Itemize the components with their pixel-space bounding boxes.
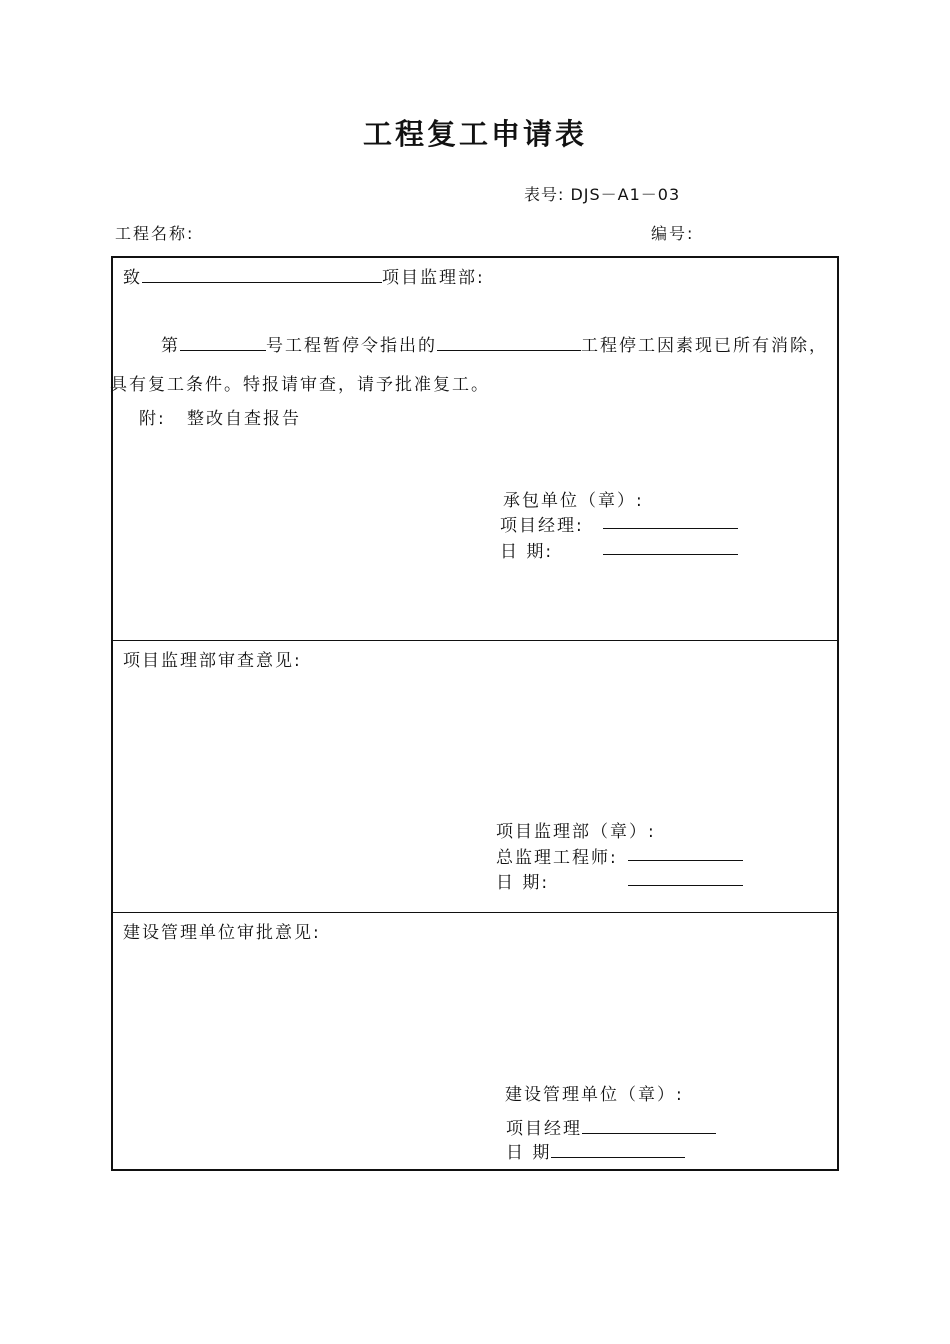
section-divider-2 (113, 912, 837, 913)
contractor-date-line[interactable] (603, 554, 738, 555)
owner-date-label (506, 1138, 685, 1163)
para-suffix: 工程停工因素现已所有消除， (581, 336, 828, 356)
supervision-seal-label: 项目监理部（章）: (496, 822, 656, 842)
form-number: 表号: DJS－A1－03 (524, 185, 681, 204)
contractor-manager-signature-line[interactable] (603, 528, 738, 529)
request-paragraph-line2: 具有复工条件。特报请审查，请予批准复工。 (110, 375, 490, 395)
attachment-label: 附: (139, 409, 166, 429)
supervision-date-line[interactable] (628, 885, 743, 886)
serial-number-label: 编号: (651, 224, 695, 243)
addressee-suffix: 项目监理部: (382, 268, 485, 288)
chief-engineer-label: 总监理工程师: (496, 848, 618, 868)
owner-date-text: 日 期 (506, 1143, 552, 1163)
owner-seal-label: 建设管理单位（章）: (505, 1085, 684, 1105)
document-title: 工程复工申请表 (362, 117, 587, 151)
owner-manager-signature-line[interactable] (582, 1115, 716, 1134)
addressee-prefix: 致 (123, 268, 142, 288)
supervision-review-heading: 项目监理部审查意见: (123, 651, 302, 671)
project-name-label: 工程名称: (115, 224, 195, 243)
owner-manager-text: 项目经理 (506, 1119, 582, 1139)
owner-manager-label (506, 1114, 716, 1139)
work-item-blank[interactable] (437, 332, 581, 351)
para-prefix: 第 (161, 336, 180, 356)
chief-engineer-signature-line[interactable] (628, 860, 743, 861)
addressee-blank[interactable] (142, 264, 382, 283)
para-middle: 号工程暂停令指出的 (266, 336, 437, 356)
addressee-line (123, 263, 485, 288)
order-number-blank[interactable] (180, 332, 266, 351)
application-form-table (111, 256, 839, 1171)
contractor-date-label: 日 期: (500, 542, 554, 562)
request-paragraph-line1 (161, 331, 828, 356)
contractor-seal-label: 承包单位（章）: (503, 491, 644, 511)
supervision-date-label: 日 期: (496, 873, 550, 893)
contractor-manager-label: 项目经理: (500, 516, 584, 536)
attachment-item: 整改自查报告 (187, 409, 301, 429)
section-divider-1 (113, 640, 837, 641)
owner-approval-heading: 建设管理单位审批意见: (123, 923, 321, 943)
owner-date-line[interactable] (551, 1139, 685, 1158)
